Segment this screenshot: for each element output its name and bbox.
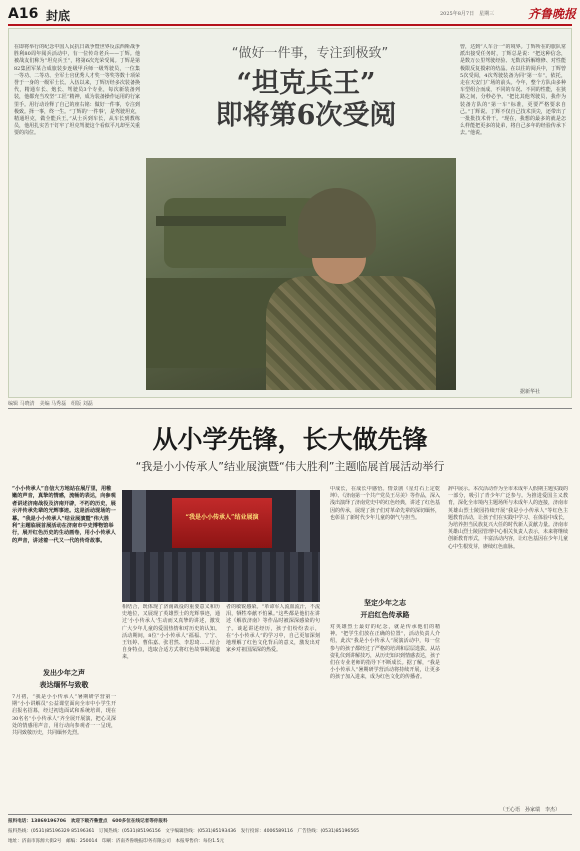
headline-line-2: 即将第6次受阅: [215, 100, 397, 131]
column-5-text: 辞中展示。本次活动作为全市未成年人假期主题实践的一部分，吸引了青少年广泛参与。为推进爱国主义教育，深化全市境内主题场所与未成年人的连接，济南市英雄山烈士陵园持续开展“我是小小传承人”等红色主题教育活动，让孩子们在实践中学习、在体验中成长，为培养担当民族复兴大任的时代新人贡献力量。济南市英雄山烈士陵园管理中心相关负责人表示，未来将继续创新教育形式，丰富活动内容，让红色基因在少年儿童心中生根发芽，赓续红色血脉。: [448, 486, 568, 550]
tank-helmet-shape: [298, 188, 376, 258]
footer-hotline: 报料电话：13869196706 欢迎下载齐鲁壹点 600多位在线记者等你报料: [8, 819, 168, 824]
column-2-text: 相结合，既体现了济南战役的重要意义和历史地位，又展现了英雄烈士的光辉事迹，通过‘小小传承人’生动而又真挚的讲述，激发广大少年儿童的爱国热情和对历史的认知。活动期间，8位“小小传承人”福福、宁宁、王钰婷、曹佑嘉、张君然、李思琦……结合自身特点，选取合适方式将红色故事娓娓道来，: [122, 604, 220, 661]
photo-credit: 据新华社: [520, 389, 541, 395]
soldier-uniform-shape: [266, 276, 436, 390]
audience-area: [122, 552, 320, 602]
second-story-headline: 从小学先锋，长大做先锋: [152, 425, 428, 454]
headline-line-1: “坦克兵王”: [236, 68, 376, 99]
stage-screen: [172, 498, 272, 548]
subheading-2-line-1: 坚定少年之志: [364, 598, 406, 607]
column-4b-text: 对英雄烈士最好的纪念，就是传承他们的精神。“把学生们放在正确的位置”，活动负责人介绍，此次“我是小小传承人”展演活动中，每一位参与的孩子都经过了严格的培训和层层选拔。从站姿礼仪到讲解技巧，从历史知识到情感表达，孩子们在专业老师的指导下不断成长。据了解，“我是小小传承人”暑期研学营活动将持续开展，让更多的孩子加入进来，成为红色文化的传播者。: [330, 624, 440, 681]
footer-address: 地址：济南市泺源大街2号 邮编：250014 印刷：济南齐鲁晚报印务有限公司 本报零售价：每份1.5元: [8, 839, 225, 844]
second-story-subhead: “我是小小传承人”结业展演暨“伟大胜利”主题临展首展活动举行: [135, 460, 445, 473]
second-story-lead: “小小传承人”自信大方地站在展厅里，用稚嫩的声音，真挚的情感，流畅的表达，向参观者讲述济南战役及济南开辟，不朽的历史，展示并传承先辈的光辉事迹。这是活动现场的一幕。“我是小小传承人”结业展演暨“伟大胜利”主题临展首展活动在济南市中史博物馆举行，展开红色历史的生动画卷，用小小传承人的声音，讲述着一代又一代的传奇故事。: [12, 486, 116, 544]
top-story-left-column: 在即将举行的纪念中国人民抗日战争暨世界反法西斯战争胜利80周年阅兵活动中，有一位传奇老兵——丁辉。他被战友们称为“坦克兵王”，将第6次光荣受阅。丁辉是第82集团军某合成旅装步连级甲兵师一级驾驶员，一位集一等功、二等功、全军士官优秀人才奖一等奖等数十项荣誉于一身的一级军士长。入伍以来，丁辉历经多次装备换代，精通车长、炮长、驾驶员3个专业，每次新装备列装，他都充当攻坚“工匠”精神，成为装备操作运用的行家里手。用行动诠释了自己的座右铭：做好一件事，专注到极致。择一事，终一生。“丁辉的‘一件事’，是驾驶坦克，精通坦克，做全能兵王。”从士兵到车长，从车长到教练员，他用扎实苦干钉牢了坦克驾驶这个看似平凡却至关重要的岗位。: [14, 44, 140, 137]
footer-rule: [8, 814, 572, 815]
column-3-text: 者的敏锐感染。“革命军人流血流汗，不流泪，牺牲奉献不怕累。”这些都是他们在讲述《解放济南》等作品时被深深感染的句子。谈起讲述经历，孩子们纷纷表示，在“小小传承人”的学习中，自己更加深刻地理解了红色文化背后的意义，激发出对家乡对祖国深深的热爱。: [226, 604, 320, 654]
top-story-right-column: 曾，达到“人车合一”的境界。丁辉所在的旅队常派出接受任务时，丁辉总是说：“把这种信念，是数万公里驾驶经验、无数次拆解维修、对性能极限反复摸索的结晶。在以往的阅兵中，丁辉曾5次受阅，4次驾驶装备为同“第一车”。依托，走在天安门广场的前头。今年，整个方队由多种车型组合而成，不同的车况、不同的性能，在狭路之间，分秒必争。“把比其他驾驶员，我作为装备方队的“第一车”标准，更要严格要求自己。”丁辉说。丁辉不仅自己技术顶尖，还带出了一批批技术骨干。“现在，我想的最多的就是怎么样能把更多的徒弟，将自己多年的经验传承下去。”他说。: [460, 44, 566, 137]
page-number: A16: [8, 6, 39, 22]
stage-screen-text: “我是小小传承人”结业展演: [185, 514, 259, 521]
newspaper-logo: 齐鲁晚报: [528, 7, 577, 21]
subheading-1-line-1: 发出少年之声: [43, 668, 85, 677]
exhibition-stage-photo: [122, 490, 320, 602]
subheading-1-line-2: 表达缅怀与致敬: [39, 680, 89, 689]
footer-contacts: 报料热线：(0531)85196329 85196361 订阅热线：(0531)85196156 文字编辑热线：(0531)85193436 发行投诉：4006589116 广告热线：(0531)85196565: [8, 829, 360, 834]
tank-gun-shape: [156, 216, 286, 226]
second-story-byline: （王心语 孙家瑞 李杰）: [500, 807, 561, 813]
column-4-text: 中成长，在成长中感悟。情景剧《星灯石上定乾坤》、《济南第一个共产党员王尽美》等作品，深入浅出演绎了济南党史中的红色经典，讲述了红色基因的传承，展现了孩子们对革命先辈的深切缅怀，也彰显了新时代少年儿童的朝气与担当。: [330, 486, 440, 521]
header-rule: [8, 24, 572, 26]
section-divider: [8, 408, 572, 409]
soldier-tank-photo: [146, 158, 456, 390]
column-1-text: 7月初，“我是小小传承人”暑期研学营第一期“小小讲解员”公益课堂面向全市中小学生开启报名招募，经过初选面试和系统培训，现在30名名“小小传承人”齐全展开展演，把心灵深处的情感用声音，用行动向参观者一一呈现，共同致敬历史，共同缅怀先烈。: [12, 694, 116, 737]
section-name: 封底: [46, 9, 71, 23]
top-story-kicker: “做好一件事，专注到极致”: [231, 46, 389, 61]
editor-signature: 编辑 马晓清 美编 马秀磊 组版 刘磊: [8, 401, 93, 407]
top-story-headline: [176, 68, 436, 132]
subheading-2-line-2: 开启红色传承路: [360, 610, 410, 619]
issue-date: 2025年8月7日 星期三: [440, 11, 495, 17]
